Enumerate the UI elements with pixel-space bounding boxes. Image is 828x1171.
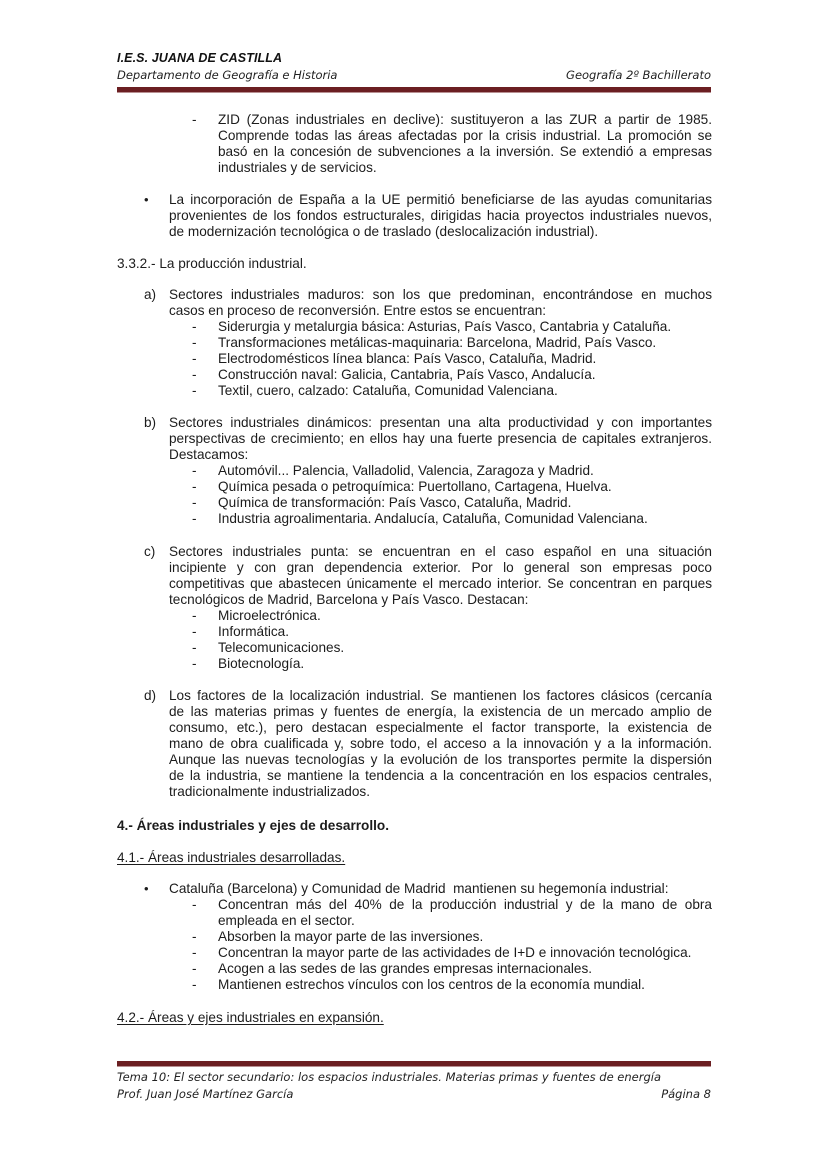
footer-author: Prof. Juan José Martínez García bbox=[117, 1087, 294, 1101]
list-item: - Electrodomésticos línea blanca: País Vasco, Cataluña, Madrid. bbox=[192, 351, 597, 366]
item-a-text bbox=[169, 287, 712, 319]
list-item: - Biotecnología. bbox=[192, 656, 305, 671]
text-line: tradicionalmente industrializados. bbox=[169, 784, 370, 799]
text-line: de la industria, se mantiene la tendencia a la concentración en los espacios centrales, bbox=[169, 768, 712, 783]
header-rule bbox=[117, 87, 711, 92]
letter-marker: b) bbox=[144, 415, 157, 430]
item-b-list bbox=[192, 463, 712, 527]
text-line: industriales y de servicios. bbox=[218, 160, 377, 175]
text-line: Sectores industriales punta: se encuentran en el caso español en una situación bbox=[169, 544, 712, 559]
footer-rule bbox=[117, 1061, 711, 1066]
list-item: - Informática. bbox=[192, 624, 290, 639]
list-item: - Concentran la mayor parte de las actividades de I+D e innovación tecnológica. bbox=[192, 945, 692, 960]
text-line: Los factores de la localización industrial. Se mantienen los factores clásicos (cercanía bbox=[169, 688, 712, 703]
item-c-text bbox=[169, 544, 712, 608]
text-line: perspectivas de crecimiento; en ellos hay una fuerte presencia de capitales extranjeros. bbox=[169, 431, 712, 446]
list-item: - Química de transformación: País Vasco, Cataluña, Madrid. bbox=[192, 495, 572, 510]
list-item: - Transformaciones metálicas-maquinaria: Barcelona, Madrid, País Vasco. bbox=[192, 335, 657, 350]
bullet-marker: • bbox=[144, 881, 149, 896]
list-item: - Absorben la mayor parte de las inversiones. bbox=[192, 929, 484, 944]
text-line: de las materias primas y fuentes de energía, la existencia de un mercado amplio de bbox=[169, 704, 712, 719]
letter-marker: a) bbox=[144, 287, 157, 302]
bullet-marker: • bbox=[144, 192, 149, 207]
header-department: Departamento de Geografía e Historia bbox=[117, 68, 338, 82]
zid-text bbox=[218, 112, 712, 176]
header-school-name: I.E.S. JUANA DE CASTILLA bbox=[117, 51, 283, 65]
eu-bullet-text bbox=[169, 192, 712, 240]
text-line: mano de obra cualificada y, sobre todo, el acceso a la innovación y a la información. bbox=[169, 736, 712, 751]
list-item: - Química pesada o petroquímica: Puertollano, Cartagena, Huelva. bbox=[192, 479, 612, 494]
list-item: - Textil, cuero, calzado: Cataluña, Comunidad Valenciana. bbox=[192, 383, 558, 398]
item-a-list bbox=[192, 319, 712, 399]
list-item: - Construcción naval: Galicia, Cantabria, País Vasco, Andalucía. bbox=[192, 367, 596, 382]
text-line: competitivas que abastecen únicamente el mercado interior. Se concentran en parques bbox=[169, 576, 712, 591]
text-line: Aunque las nuevas tecnologías y la evolución de los transportes permite la dispersión bbox=[169, 752, 712, 767]
text-line: basó en la concesión de subvenciones a la inversión. Se extendió a empresas bbox=[218, 144, 712, 159]
text-line: tecnológicos de Madrid, Barcelona y País Vasco. Destacan: bbox=[169, 592, 529, 607]
list-item: - Siderurgia y metalurgia básica: Asturias, País Vasco, Cantabria y Cataluña. bbox=[192, 319, 672, 334]
text-line: incipiente y con gran dependencia exterior. Por lo general son empresas poco bbox=[169, 560, 712, 575]
footer-topic: Tema 10: El sector secundario: los espacios industriales. Materias primas y fuentes de energía bbox=[117, 1070, 662, 1084]
text-line: Destacamos: bbox=[169, 447, 249, 462]
text-line: provenientes de los fondos estructurales, dirigidas hacia proyectos industriales nuevos, bbox=[169, 208, 712, 223]
item-b-text bbox=[169, 415, 712, 463]
text-line: casos en proceso de reconversión. Entre estos se encuentran: bbox=[169, 303, 547, 318]
hegemony-text: Cataluña (Barcelona) y Comunidad de Madrid mantienen su hegemonía industrial: bbox=[169, 881, 669, 896]
dash-marker: - bbox=[192, 112, 197, 127]
item-d-text bbox=[169, 688, 712, 800]
letter-marker: d) bbox=[144, 688, 157, 703]
letter-marker: c) bbox=[144, 544, 156, 559]
list-item: - Mantienen estrechos vínculos con los centros de la economía mundial. bbox=[192, 977, 645, 992]
text-line: Sectores industriales dinámicos: presentan una alta productividad y con importantes bbox=[169, 415, 712, 430]
text-line: Comprende todas las áreas afectadas por la crisis industrial. La promoción se bbox=[218, 128, 712, 143]
text-line: consumo, etc.), pero destacan especialmente el factor transporte, la existencia de bbox=[169, 720, 712, 735]
list-item: - Industria agroalimentaria. Andalucía, Cataluña, Comunidad Valenciana. bbox=[192, 511, 648, 526]
hegemony-list bbox=[192, 897, 712, 993]
header-course: Geografía 2º Bachillerato bbox=[566, 68, 711, 82]
page-number: Página 8 bbox=[661, 1087, 711, 1101]
list-item: - Acogen a las sedes de las grandes empresas internacionales. bbox=[192, 961, 593, 976]
subsection-title-4-1: 4.1.- Áreas industriales desarrolladas. bbox=[117, 850, 346, 865]
list-item: - Microelectrónica. bbox=[192, 608, 321, 623]
list-item: - Concentran más del 40% de la producción industrial y de la mano de obra empleada en el sector. bbox=[192, 897, 712, 928]
list-item: - Automóvil... Palencia, Valladolid, Valencia, Zaragoza y Madrid. bbox=[192, 463, 594, 478]
text-line: La incorporación de España a la UE permitió beneficiarse de las ayudas comunitarias bbox=[169, 192, 712, 207]
item-c-list bbox=[192, 608, 712, 672]
text-line: ZID (Zonas industriales en declive): sustituyeron a las ZUR a partir de 1985. bbox=[218, 112, 712, 127]
list-item: - Telecomunicaciones. bbox=[192, 640, 345, 655]
text-line: Sectores industriales maduros: son los que predominan, encontrándose en muchos bbox=[169, 287, 712, 302]
text-line: de modernización tecnológica o de traslado (deslocalización industrial). bbox=[169, 224, 599, 239]
subsection-title-4-2: 4.2.- Áreas y ejes industriales en expansión. bbox=[117, 1010, 384, 1025]
section-title-4: 4.- Áreas industriales y ejes de desarrollo. bbox=[117, 818, 389, 833]
section-title-3-3-2: 3.3.2.- La producción industrial. bbox=[117, 256, 307, 271]
